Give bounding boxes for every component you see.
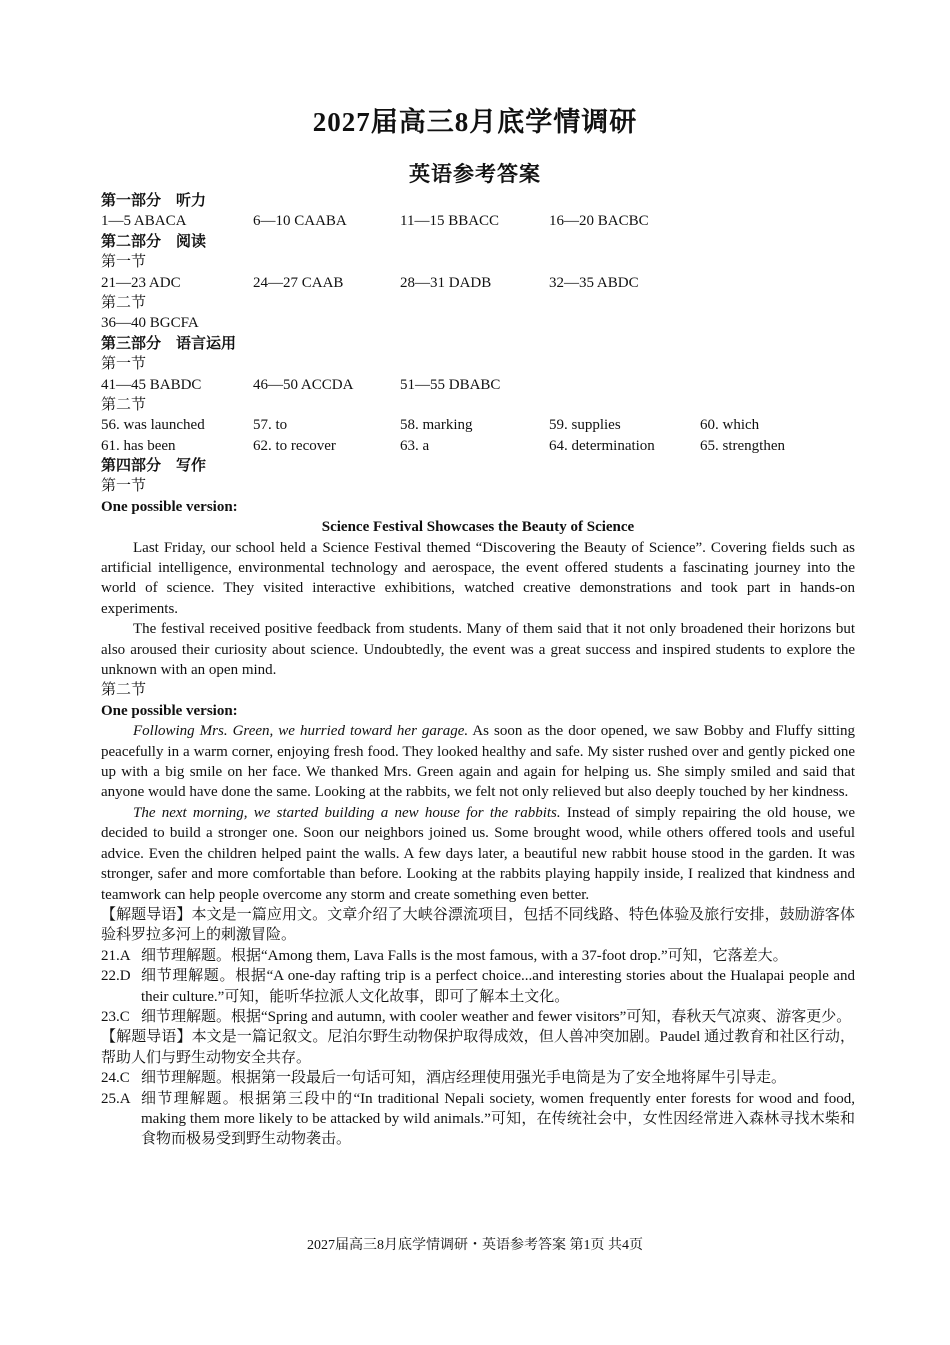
essay2-p1-body: As soon as the door opened, we saw Bobby and Fluffy sitting peacefully in a warm corner, enjoying fresh food. They looked healthy and safe. My sister rushed over and gently picked one up with a big smile on her face. We thanked Mrs. Green again and again for helping us. She simply smiled and said that anyone would have done the same. Looking at the rabbits, we felt not only relieved but also deeply touched by her kindness. <box>101 723 856 801</box>
answer-group: 16—20 BACBC <box>549 213 649 230</box>
question-answer: 21.A <box>101 947 131 964</box>
explanation-text: 细节理解题。根据“Spring and autumn, with cooler weather and fewer visitors”可知，春秋天气凉爽、游客更少。 <box>141 1008 852 1025</box>
blank-answer: 57. to <box>253 417 288 434</box>
page-footer: 2027届高三8月底学情调研・英语参考答案 第1页 共4页 <box>307 1238 643 1253</box>
explanation-item <box>101 1068 855 1088</box>
part1-heading: 第一部分 听力 <box>101 193 207 209</box>
solution-guide: 【解题导语】本文是一篇记叙文。尼泊尔野生动物保护取得成效，但人兽冲突加剧。Paudel 通过教育和社区行动，帮助人们与野生动物安全共存。 <box>101 1029 855 1066</box>
essay2-paragraph-2 <box>101 803 855 905</box>
answer-group: 1—5 ABACA <box>101 213 187 230</box>
essay2-p1-lead: Following Mrs. Green, we hurried toward her garage. <box>133 723 469 740</box>
blank-answer: 63. a <box>400 437 430 454</box>
answer-group: 32—35 ABDC <box>549 274 639 291</box>
part2-heading: 第二部分 阅读 <box>101 233 207 250</box>
answer-group: 11—15 BBACC <box>400 213 500 230</box>
part3-section1-answers <box>101 375 855 395</box>
question-answer: 24.C <box>101 1070 130 1087</box>
part3-section2-row2 <box>101 436 855 456</box>
essay-title: Science Festival Showcases the Beauty of Science <box>321 519 635 536</box>
answer-group: 46—50 ACCDA <box>253 376 354 393</box>
question-answer: 22.D <box>101 968 131 985</box>
part1-answers <box>101 211 855 231</box>
explanation-item <box>101 1007 855 1027</box>
part2-section1-answers <box>101 273 855 293</box>
explanation-text: 细节理解题。根据第三段中的“In traditional Nepali society, women frequently enter forests for wood and food, making them more likely to be attacked by wild animals.”可知，在传统社会中，女性因经常进入森林寻找木柴和食物而极易受到野生动物袭击。 <box>141 1090 855 1148</box>
blank-answer: 62. to recover <box>253 437 336 454</box>
part3-heading: 第三部分 语言运用 <box>101 335 237 352</box>
blank-answer: 56. was launched <box>101 417 205 434</box>
version-label: One possible version: <box>101 702 238 719</box>
answer-group: 28—31 DADB <box>400 274 492 291</box>
answer-group: 41—45 BABDC <box>101 376 202 393</box>
section-label: 第二节 <box>101 294 147 311</box>
blank-answer: 60. which <box>700 417 760 434</box>
explanation-text: 细节理解题。根据“Among them, Lava Falls is the most famous, with a 37-foot drop.”可知，它落差大。 <box>141 947 788 964</box>
blank-answer: 61. has been <box>101 437 176 454</box>
section-label: 第一节 <box>101 254 147 271</box>
blank-answer: 58. marking <box>400 417 473 434</box>
section-label: 第一节 <box>101 478 147 495</box>
answer-group: 36—40 BGCFA <box>101 315 199 332</box>
part2-section2-answers <box>101 313 855 333</box>
essay1-paragraph-1: Last Friday, our school held a Science Festival themed “Discovering the Beauty of Science”. Covering fields such as artificial intelligence, environmental technology and aerospace, the event offered students a fascinating journey into the world of science. They visited interactive exhibitions, watched creative demonstrations and took part in hands-on experiments. <box>101 539 855 617</box>
essay1-paragraph-2: The festival received positive feedback from students. Many of them said that it not only broadened their horizons but also aroused their curiosity about science. Undoubtedly, the event was a great success and inspired students to explore the unknown with an open mind. <box>101 621 855 679</box>
blank-answer: 64. determination <box>549 437 655 454</box>
answer-content <box>101 191 855 1150</box>
essay2-p2-body: Instead of simply repairing the old house, we decided to build a stronger one. Soon our neighbors joined us. Some brought wood, while others offered tools and useful advice. Even the children helped paint the walls. A few days later, a beautiful new rabbit house stood in the garden. It was stronger, safer and more comfortable than before. Looking at the rabbits playing happily inside, I realized that kindness and teamwork can help people overcome any storm and create something even better. <box>101 804 855 903</box>
explanation-item <box>101 946 855 966</box>
section-label: 第二节 <box>101 396 147 413</box>
answer-group: 51—55 DBABC <box>400 376 501 393</box>
essay2-p2-lead: The next morning, we started building a new house for the rabbits. <box>133 804 561 821</box>
essay2-paragraph-1 <box>101 721 855 803</box>
answer-group: 21—23 ADC <box>101 274 181 291</box>
blank-answer: 65. strengthen <box>700 437 785 454</box>
version-label: One possible version: <box>101 498 238 515</box>
question-answer: 25.A <box>101 1090 131 1107</box>
section-label: 第二节 <box>101 682 147 699</box>
part3-section2-row1 <box>101 415 855 435</box>
answer-group: 6—10 CAABA <box>253 213 347 230</box>
blank-answer: 59. supplies <box>549 417 621 434</box>
answer-group: 24—27 CAAB <box>253 274 344 291</box>
page-title: 2027届高三8月底学情调研 <box>312 107 638 137</box>
part4-heading: 第四部分 写作 <box>101 458 207 475</box>
explanation-item <box>101 1089 855 1150</box>
question-answer: 23.C <box>101 1008 130 1025</box>
section-label: 第一节 <box>101 356 147 373</box>
explanation-text: 细节理解题。根据第一段最后一句话可知，酒店经理使用强光手电筒是为了安全地将犀牛引导走。 <box>141 1070 787 1087</box>
explanation-item <box>101 966 855 1007</box>
explanation-text: 细节理解题。根据“A one-day rafting trip is a perfect choice...and interesting stories about the Hualapai people and their culture.”可知，能听华拉派人文化故事，即可了解本土文化。 <box>141 968 855 1005</box>
solution-guide: 【解题导语】本文是一篇应用文。文章介绍了大峡谷漂流项目，包括不同线路、特色体验及旅行安排，鼓励游客体验科罗拉多河上的刺激冒险。 <box>101 906 855 944</box>
page-subtitle: 英语参考答案 <box>409 162 541 186</box>
